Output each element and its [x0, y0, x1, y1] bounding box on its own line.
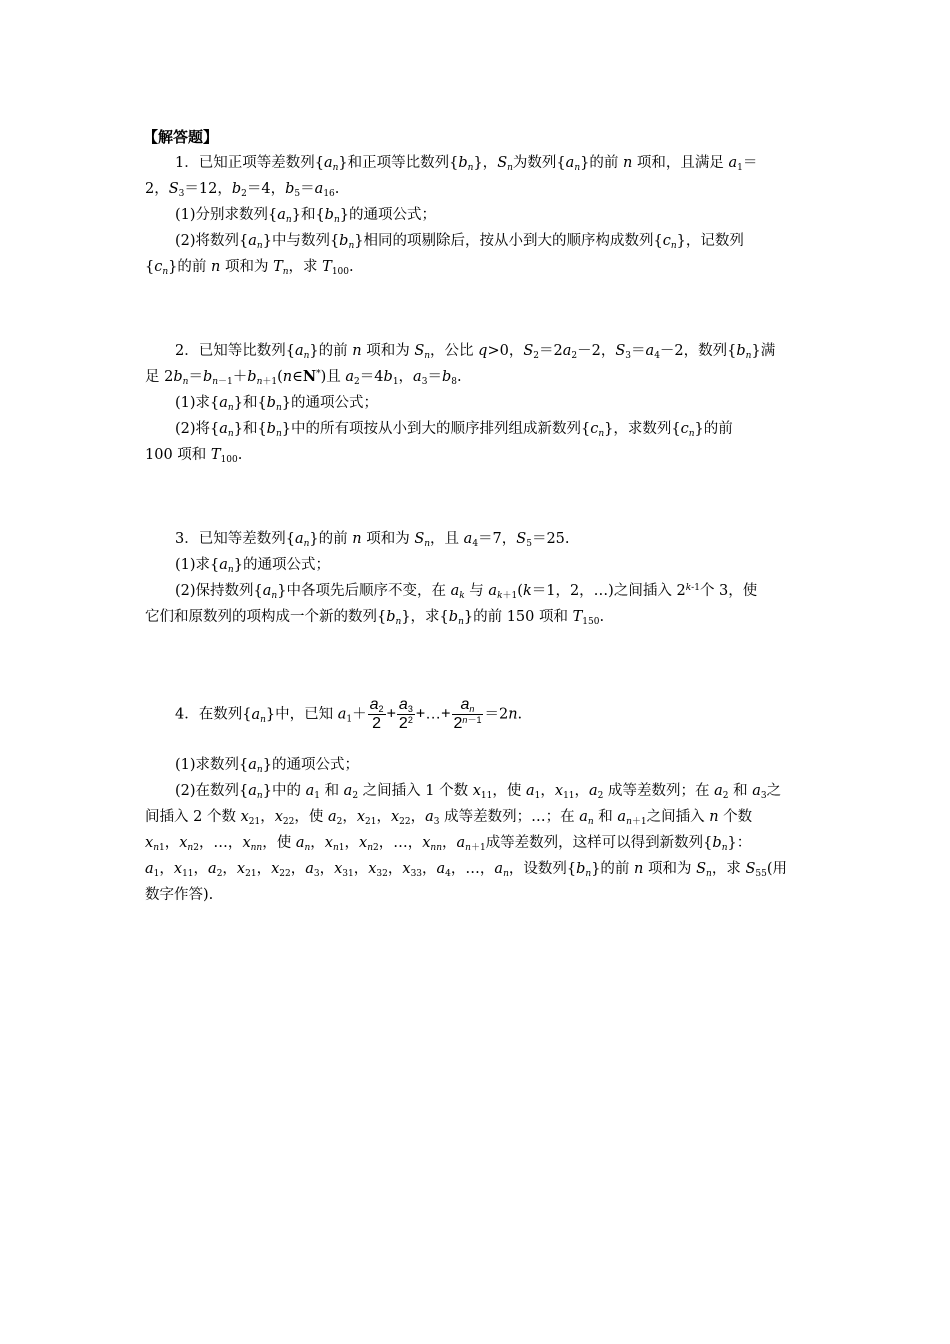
q4-part2: (2)在数列$\{a_n\}$中的 $a_1$ 和 $a_2$ 之间插入 1 个数 $x_{11}$，使 $a_1$，$x_{11}$，$a_2$ 成等差数列；在 $a_2$ 和 $a_3$之 — [175, 783, 782, 801]
q3-part2: (2)保持数列$\{a_n\}$中各项先后顺序不变，在 $a_k$ 与 $a_{k+1}(k=1$，2，…)之间插入 2$^{k-1}$个 3，使 — [175, 583, 758, 601]
fraction-a2-over-2: $\frac{a_2}{2}$ — [369, 696, 384, 732]
document-page — [145, 124, 808, 908]
q4-part2-l2: 间插入 2 个数 $x_{21}$，$x_{22}$，使 $a_2$，$x_{21}$，$x_{22}$，$a_3$ 成等差数列；…；在 $a_n$ 和 $a_{n+1}$之间插入 n 个数 — [145, 809, 753, 827]
fraction-a3-over-2sq: $\frac{a_3}{2^2}$ — [398, 696, 413, 732]
q1-part2: (2)将数列$\{a_n\}$中与数列$\{b_n\}$相同的项剔除后，按从小到大的顺序构成数列$\{c_n\}$，记数列 — [175, 233, 744, 251]
section-title: 【解答题】 — [143, 128, 219, 146]
q1-stem-cont: 2，$S_3=12$，$b_2=4$，$b_5=a_{16}$. — [145, 181, 340, 199]
q1-stem: 1．已知正项等差数列$\{a_n\}$和正项等比数列$\{b_n\}$，$S_n$为数列$\{a_n\}$的前 n 项和，且满足 $a_1=$ — [175, 155, 758, 173]
q3-stem: 3．已知等差数列$\{a_n\}$的前 n 项和为 $S_n$，且 $a_4=7$，$S_5=25$. — [175, 531, 570, 549]
q4-part2-l4: $a_1$，$x_{11}$，$a_2$，$x_{21}$，$x_{22}$，$a_3$，$x_{31}$，$x_{32}$，$x_{33}$，$a_4$，…，$a_n$，设数列$\{b_n\}$的前 n 项和为 $S_n$，求 $S_{55}$(用 — [145, 861, 787, 879]
q1-part2-cont: $\{c_n\}$的前 n 项和为 $T_n$，求 $T_{100}$. — [145, 259, 354, 277]
q3-part1: (1)求$\{a_n\}$的通项公式； — [175, 557, 330, 575]
q2-stem: 2．已知等比数列$\{a_n\}$的前 n 项和为 $S_n$，公比 q>0，$S_2=2a_2-2$，$S_3=a_4-2$，数列$\{b_n\}$满 — [175, 343, 776, 361]
q4-stem: 4．在数列$\{a_n\}$中，已知 $a_1+$ $\frac{a_2}{2}$ + $\frac{a_3}{2^2}$ +…+ $\frac{a_n}{2^{n-1}}$ ＝2n. — [175, 696, 523, 732]
q3-part2-cont: 它们和原数列的项构成一个新的数列$\{b_n\}$，求$\{b_n\}$的前 150 项和 $T_{150}$. — [145, 609, 605, 627]
q2-part2: (2)将$\{a_n\}$和$\{b_n\}$中的所有项按从小到大的顺序排列组成新数列$\{c_n\}$，求数列$\{c_n\}$的前 — [175, 421, 733, 439]
q2-stem-cont: 足 $2b_n=b_{n-1}+b_{n+1}(n\in N^*)$且 $a_2=4b_1$，$a_3=b_8$. — [145, 368, 462, 387]
q4-part2-l3: $x_{n1}$，$x_{n2}$，…，$x_{nn}$，使 $a_n$，$x_{n1}$，$x_{n2}$，…，$x_{nn}$，$a_{n+1}$成等差数列，这样可以得到新数列$\{b_n\}$： — [145, 835, 752, 853]
q4-part1: (1)求数列$\{a_n\}$的通项公式； — [175, 757, 359, 775]
q4-part2-l5: 数字作答). — [145, 887, 214, 903]
q2-part1: (1)求$\{a_n\}$和$\{b_n\}$的通项公式； — [175, 395, 378, 413]
q1-part1: (1)分别求数列$\{a_n\}$和$\{b_n\}$的通项公式； — [175, 207, 436, 225]
q2-part2-cont: 100 项和 $T_{100}$. — [145, 447, 243, 465]
fraction-an-over-2pow: $\frac{a_n}{2^{n-1}}$ — [453, 696, 482, 732]
